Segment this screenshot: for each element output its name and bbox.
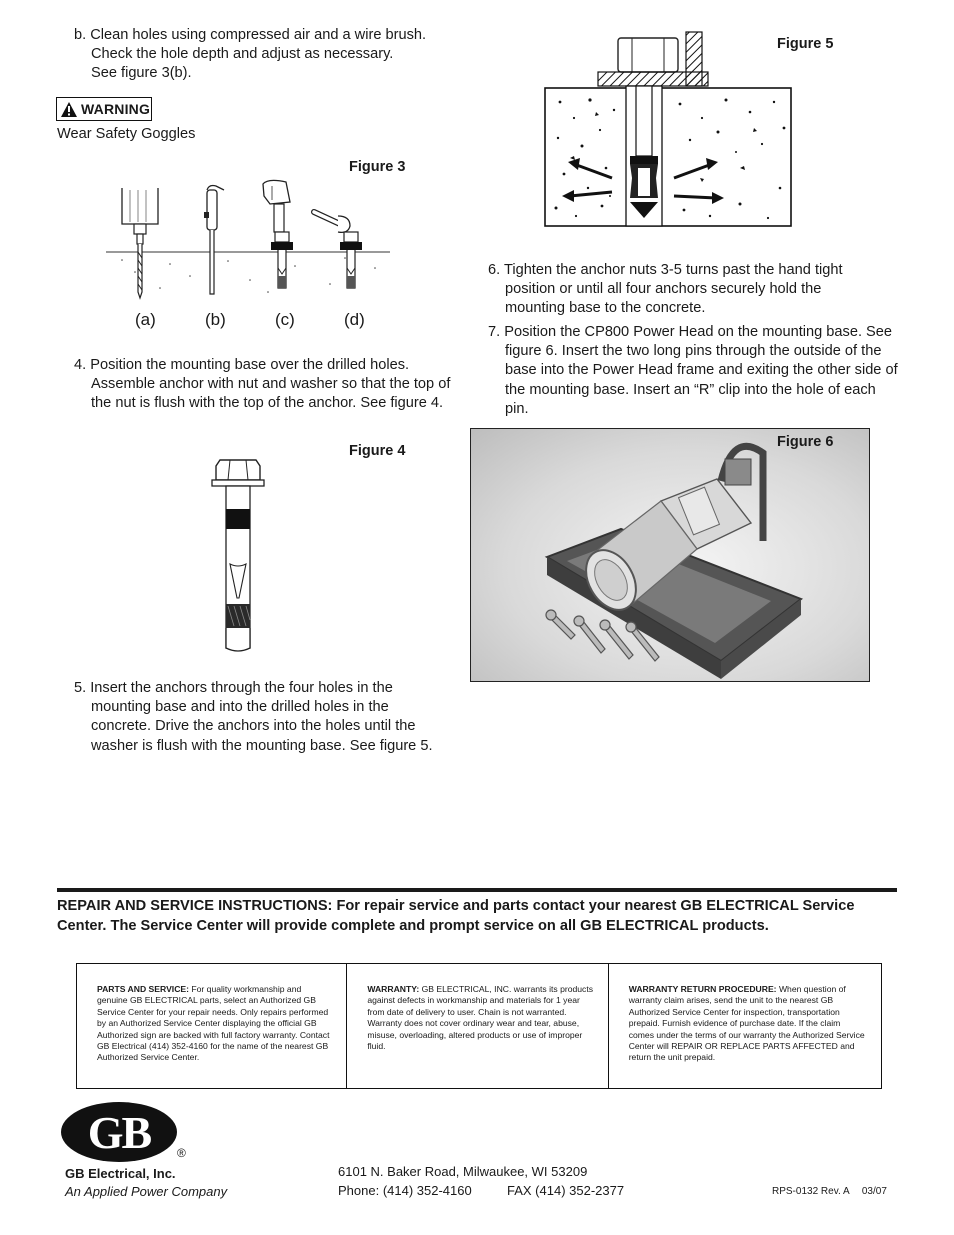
figure-6-label: Figure 6 xyxy=(777,434,834,450)
step-5: 5. Insert the anchors through the four holes in the mounting base and into the drilled holes in the concrete. Drive the anchors into the holes until the washer is flush with the mounting base. See figure 5. xyxy=(74,680,433,754)
power-head-photo-icon xyxy=(471,429,870,682)
warning-triangle-icon xyxy=(60,101,78,118)
figure-5-label: Figure 5 xyxy=(777,36,834,52)
step-7: 7. Position the CP800 Power Head on the mounting base. See figure 6. Insert the two long pins through the outside of the base into the Power Head frame and exiting the other side of the mounting base. Insert an “R” clip into the hole of each pin. xyxy=(488,324,898,417)
step-6: 6. Tighten the anchor nuts 3-5 turns past the hand tight position or until all four anchors securely hold the mounting base to the concrete. xyxy=(488,262,843,317)
figure-3-sublabel-c: (c) xyxy=(275,310,295,329)
company-tagline: An Applied Power Company xyxy=(65,1184,228,1199)
warning-label: WARNING xyxy=(81,101,151,117)
address: 6101 N. Baker Road, Milwaukee, WI 53209 xyxy=(338,1164,588,1179)
step-4: 4. Position the mounting base over the drilled holes. Assemble anchor with nut and washer so that the top of the nut is flush with the top of the anchor. See figure 4. xyxy=(74,357,451,412)
gb-logo-letters: GB xyxy=(87,1107,151,1158)
figure-6-photo xyxy=(470,428,870,682)
figure-3-sublabel-d: (d) xyxy=(344,310,365,329)
hammer-icon xyxy=(263,180,293,288)
air-nozzle-icon xyxy=(204,186,224,295)
figure-4-anchor-illustration xyxy=(208,456,268,658)
company-name: GB Electrical, Inc. xyxy=(65,1166,176,1181)
warranty-column xyxy=(346,964,607,1088)
step-b-line-3: See figure 3(b). xyxy=(91,65,192,82)
phone: Phone: (414) 352-4160 xyxy=(338,1183,472,1198)
warranty-return-column xyxy=(608,964,881,1088)
info-box xyxy=(76,963,882,1089)
step-b xyxy=(74,26,464,84)
figure-3-sublabel-a: (a) xyxy=(135,310,156,329)
warranty-return-text: When question of warranty claim arises, send the unit to the nearest GB Authorized Service Center for inspection, transportation prepaid. Furnish evidence of purchase date. If the claim comes under the terms of our warranty the Authorized Service Center will REPAIR OR REPLACE PARTS AFFECTED and return the unit prepaid. xyxy=(628,984,865,1063)
nut-icon xyxy=(216,460,260,480)
parts-and-service-column xyxy=(77,964,346,1088)
figure-3-illustration xyxy=(100,176,390,304)
step-b-line-1: b. Clean holes using compressed air and a wire brush. xyxy=(74,27,427,43)
warranty-text: GB ELECTRICAL, INC. warrants its products against defects in workmanship and materials for 1 year from date of delivery to user. Chain is not warranted. Warranty does not cover ordinary wear and tear, abuse, misuse, overloading, altered products or use of improper fluid. xyxy=(367,984,594,1052)
registered-mark: ® xyxy=(177,1146,186,1160)
gb-logo-icon xyxy=(60,1101,178,1163)
figure-3-label: Figure 3 xyxy=(349,159,406,175)
document-revision xyxy=(772,1186,887,1197)
gb-logo xyxy=(60,1101,178,1163)
doc-rev: RPS-0132 Rev. A xyxy=(772,1186,850,1197)
section-divider xyxy=(57,888,897,892)
warning-text: Wear Safety Goggles xyxy=(57,126,196,142)
doc-date: 03/07 xyxy=(861,1186,887,1197)
figure-3-sublabel-b: (b) xyxy=(205,310,226,329)
fax: FAX (414) 352-2377 xyxy=(507,1183,625,1198)
repair-service-instructions: REPAIR AND SERVICE INSTRUCTIONS: For repair service and parts contact your nearest GB ELECTRICAL Service Center. The Service Center will provide complete and prompt service on all GB ELECTRICAL products. xyxy=(57,898,855,934)
figure-5-concrete-illustration xyxy=(540,28,796,230)
figure-4-label: Figure 4 xyxy=(349,443,406,459)
wrench-icon xyxy=(314,212,362,288)
warranty-return-heading: WARRANTY RETURN PROCEDURE: xyxy=(628,984,777,994)
drill-icon xyxy=(122,188,158,298)
step-b-line-2: Check the hole depth and adjust as necessary. xyxy=(91,46,394,63)
parts-and-service-text: For quality workmanship and genuine GB ELECTRICAL parts, select an Authorized GB Service Center for your repair needs. Only repairs performed by an Authorized Service Center displaying the official GB Authorized sign are backed with full factory warranty. Contact GB Electrical (414) 352-4160 for the name of the nearest GB Authorized Service Center. xyxy=(97,984,330,1063)
parts-and-service-heading: PARTS AND SERVICE: xyxy=(97,984,189,994)
warranty-heading: WARRANTY: xyxy=(367,984,420,994)
warning-badge xyxy=(56,97,152,121)
